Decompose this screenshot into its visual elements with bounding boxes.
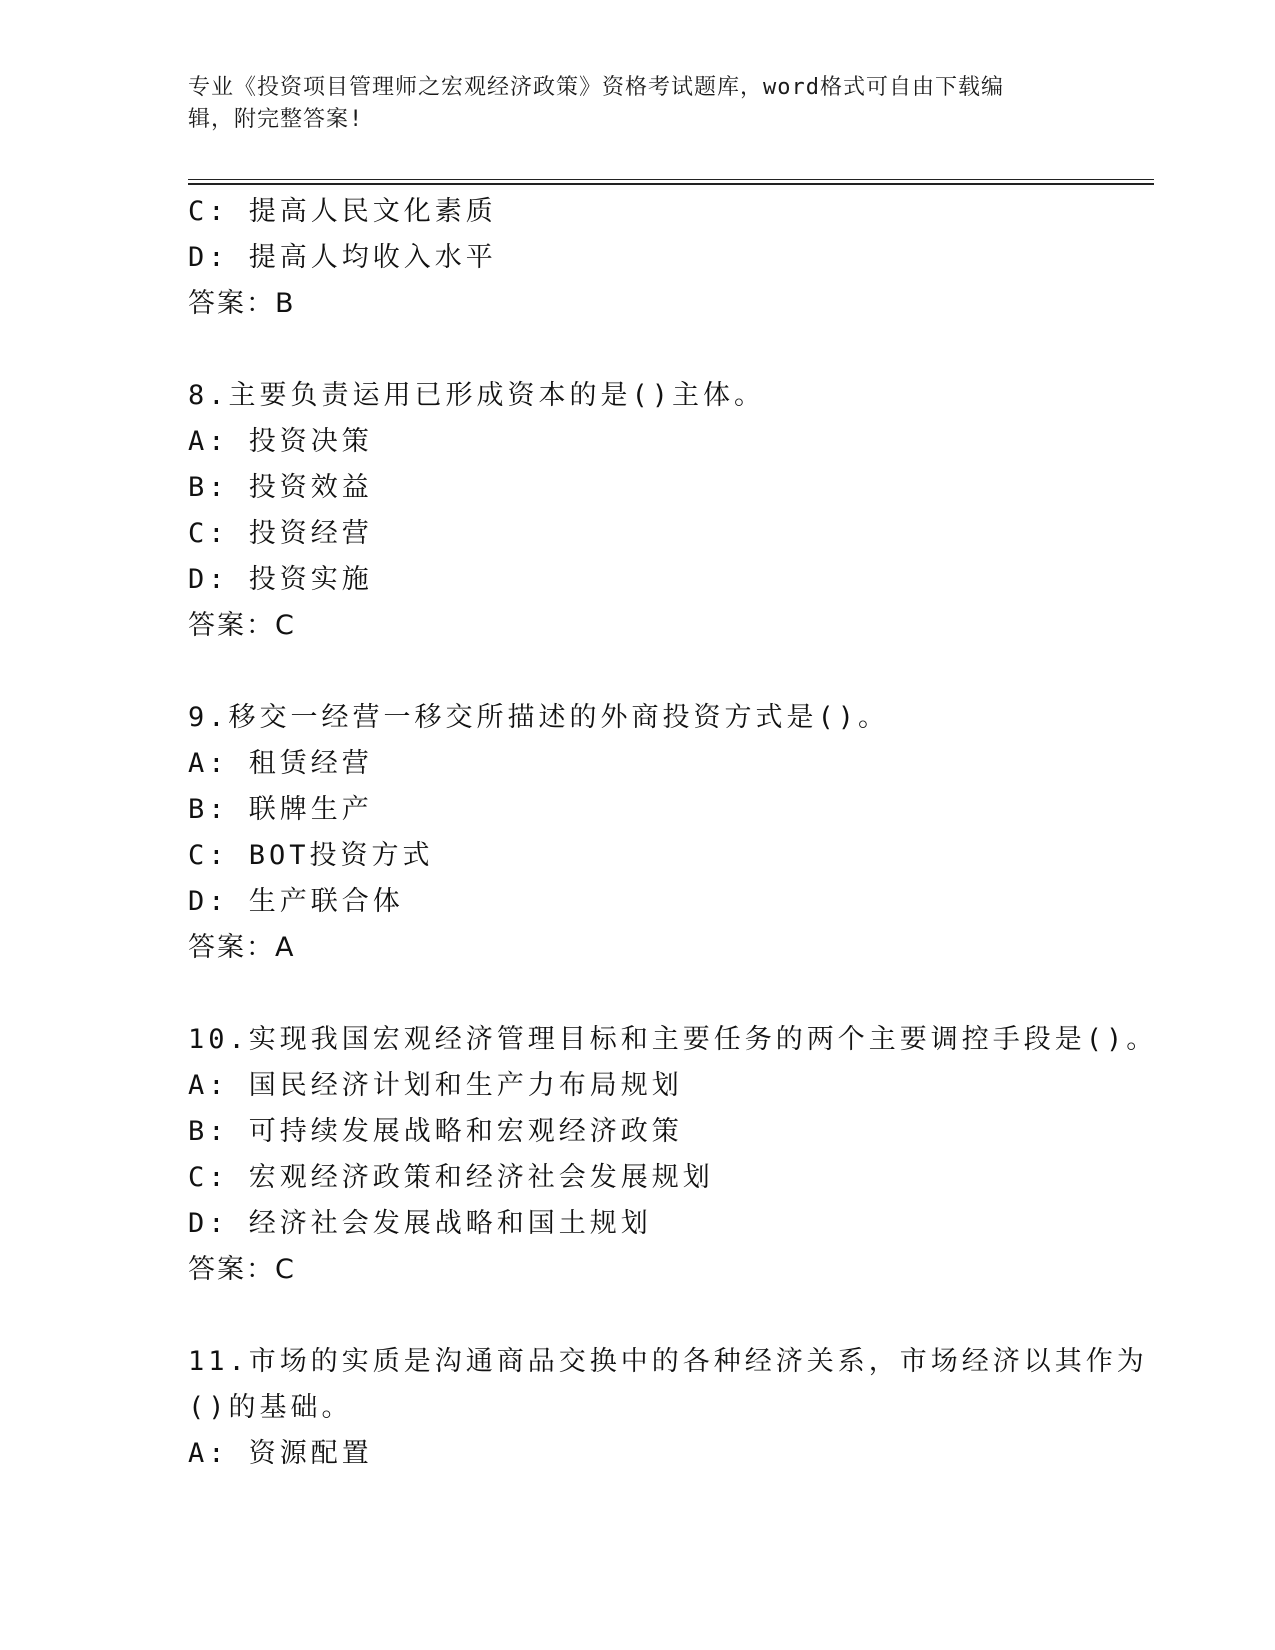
option-d: D: 投资实施 (188, 564, 373, 595)
question-stem: 10.实现我国宏观经济管理目标和主要任务的两个主要调控手段是()。 (188, 1024, 1158, 1055)
option-c: C: BOT投资方式 (188, 840, 434, 871)
document-header (188, 72, 1088, 136)
option-d: D: 生产联合体 (188, 886, 404, 917)
answer-line: 答案：C (188, 610, 296, 641)
option-a: A: 国民经济计划和生产力布局规划 (188, 1070, 683, 1101)
option-b: B: 可持续发展战略和宏观经济政策 (188, 1116, 683, 1147)
question-11 (188, 1339, 1154, 1477)
question-stem-line-1: 11.市场的实质是沟通商品交换中的各种经济关系，市场经济以其作为 (188, 1346, 1148, 1377)
question-7-tail (188, 189, 1154, 327)
option-a: A: 租赁经营 (188, 748, 373, 779)
spacer (188, 971, 1154, 1017)
option-b: B: 联牌生产 (188, 794, 373, 825)
question-8 (188, 373, 1154, 649)
answer-line: 答案：C (188, 1254, 296, 1285)
option-a: A: 资源配置 (188, 1438, 373, 1469)
spacer (188, 649, 1154, 695)
option-c: C: 宏观经济政策和经济社会发展规划 (188, 1162, 714, 1193)
answer-line: 答案：B (188, 288, 296, 319)
question-stem-line-2: ()的基础。 (188, 1392, 353, 1423)
option-a: A: 投资决策 (188, 426, 373, 457)
header-line-2: 辑，附完整答案! (188, 107, 364, 132)
spacer (188, 1293, 1154, 1339)
option-b: B: 投资效益 (188, 472, 373, 503)
question-stem: 9.移交一经营一移交所描述的外商投资方式是()。 (188, 702, 890, 733)
answer-line: 答案：A (188, 932, 296, 963)
header-divider-thick (188, 183, 1154, 185)
spacer (188, 327, 1154, 373)
option-d: D: 提高人均收入水平 (188, 242, 497, 273)
question-9 (188, 695, 1154, 971)
option-c: C: 提高人民文化素质 (188, 196, 497, 227)
question-10 (188, 1017, 1158, 1293)
header-divider-thin (188, 179, 1154, 180)
option-c: C: 投资经营 (188, 518, 373, 549)
question-list (188, 189, 1158, 1477)
question-stem: 8.主要负责运用已形成资本的是()主体。 (188, 380, 766, 411)
option-d: D: 经济社会发展战略和国土规划 (188, 1208, 652, 1239)
header-line-1: 专业《投资项目管理师之宏观经济政策》资格考试题库，word格式可自由下载编 (188, 75, 1004, 100)
